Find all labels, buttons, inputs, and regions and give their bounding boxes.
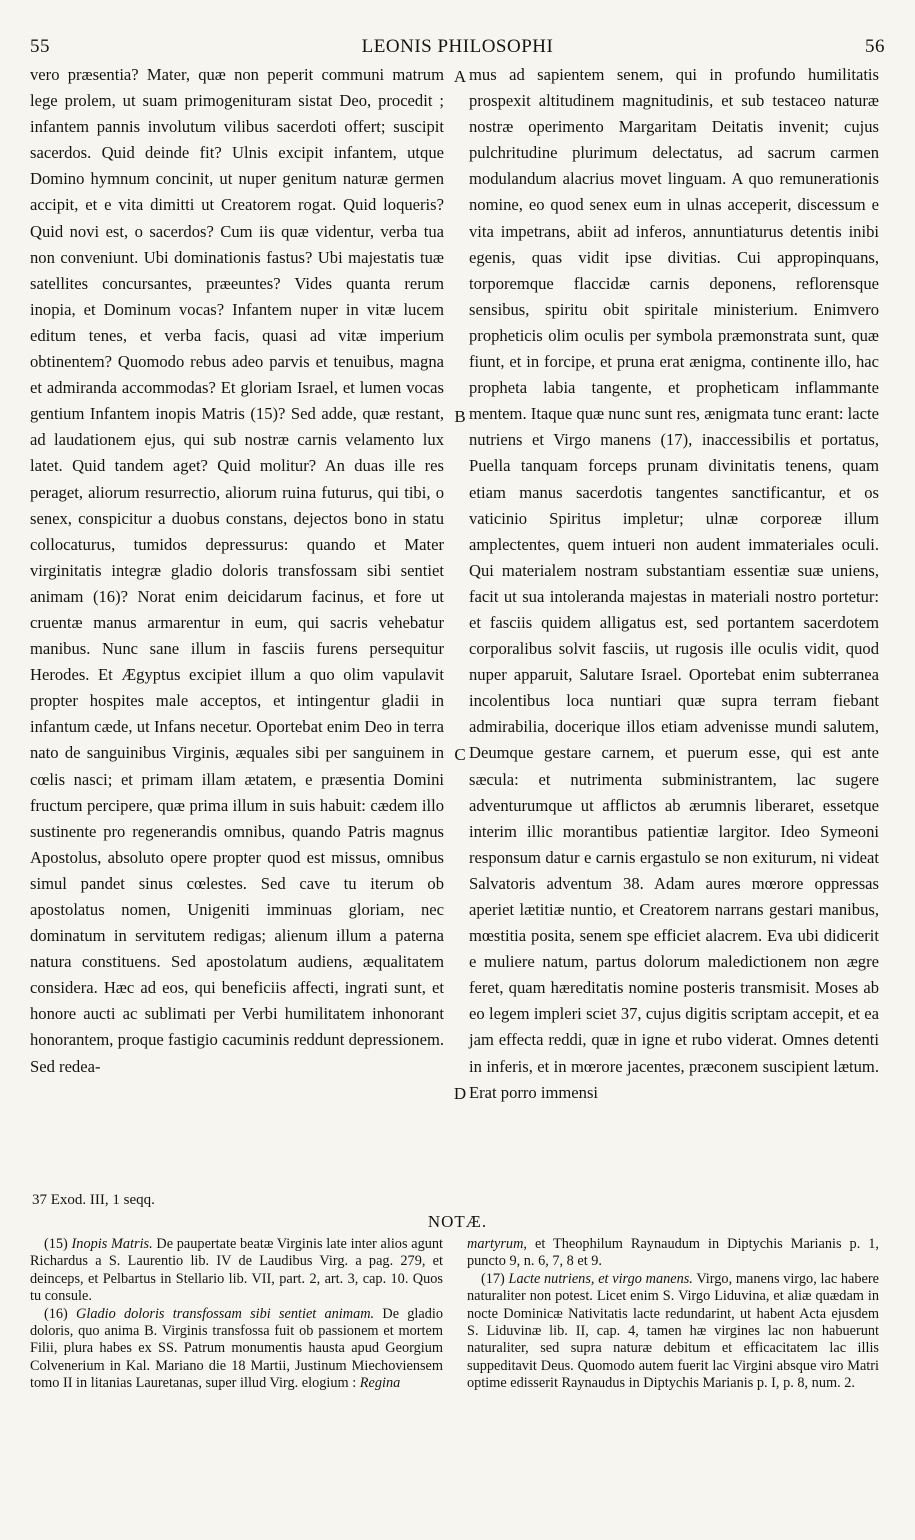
- note-16-continuation: [467, 1236, 879, 1271]
- note-17-lemma: Lacte nutriens, et virgo manens.: [508, 1270, 693, 1287]
- notes-title: NOTÆ.: [427, 1212, 488, 1231]
- margin-marker-c: C: [454, 745, 466, 764]
- margin-marker-b: B: [454, 407, 466, 426]
- left-column-text: vero præsentia? Mater, quæ non peperit communi matrum lege prolem, ut suam primogenituram sistat Deo, procedit ; infantem pannis involutum vilibus sacerdoti offert; suscipit sacerdos. Quid deinde fit? Ulnis excipit infantem, utque Domino hymnum concinit, ut nuper genitum naturæ germen accipit, et e vita dimitti ut Creatorem rogat. Quid loqueris? Quid novi est, o sacerdos? Cum iis quæ videntur, verba tua non conveniunt. Ubi dominationis fastus? Ubi majestatis tuæ satellites concursantes, præeuntes? Vides quanta rerum inopia, et Dominum vocas? Infantem nuper in vitæ lucem editum tenes, et verba facis, quasi ad vitæ imperium obtinentem? Quomodo rebus adeo parvis et tenuibus, magna et admiranda accommodas? Et gloriam Israel, et lumen vocas gentium Infantem inopis Matris (15)? Sed adde, quæ restant, ad laudationem ejus, qui sub nostræ carnis velamento lux latet. Quid tandem aget? Quid molitur? An duas ille res peraget, aliorum resurrectio, aliorum ruina futurus, qui tibi, o senex, conspicitur a duobus constans, dejectos bono in statu collocaturus, tumidos depressurus: quando et Mater virginitatis integræ gladio doloris transfossam sibi sentiet animam (16)? Norat enim deicidarum facinus, et fore ut cruentæ manus armarentur in eum, qui sacris vehebatur manibus. Nunc sane illum in fasciis furens persequitur Herodes. Et Ægyptus excipiet illum a quo olim vapulavit propter hospites male acceptos, et intingentur gladii in infantum cæde, ut Infans necetur. Oportebat enim Deo in terra nato de sanguinibus Virginis, æquales sibi per sanguinem in cœlis nasci; et primam illam ætatem, e præsentia Domini fructum percipere, quæ prima illum in suis habuit: cædem illo sustinente pro regenerandis omnibus, quando Patris magnus Apostolus, absoluto opere propter quod est missus, omnibus simul pandet sinus cœlestes. Sed cave tu iterum ob apostolatus nomen, Unigeniti imminuas gloriam, nec dominatum in servitutem redigas; alienum illum a paterna natura constituens. Sed apostolatum audiens, æqualitatem considera. Hæc ad eos, qui beneficiis affecti, ingrati sunt, et honore aucti ac sublimati per Verbi humilitatem inhonorant honorantem, proque fastigio cacuminis reddunt depressionem. Sed redea-: [30, 65, 444, 1076]
- note-15-lemma: Inopis Matris.: [71, 1236, 153, 1252]
- note-16-cont-italic: martyrum: [467, 1236, 524, 1252]
- page-number-right: 56: [865, 36, 885, 57]
- margin-marker-d: D: [453, 1084, 467, 1103]
- note-17-body: Virgo, manens virgo, lac habere naturaliter non potest. Licet enim S. Virgo Liduvina, et aliæ quædam in nocte Dominicæ Nativitatis lacte redundarint, ut habent Acta ejusdem S. Liduvinæ lib. II, cap. 4, tamen hæ virgines lac non habuerunt naturaliter, sed supra naturæ debitum et efficacitatem lac illis suppeditavit Deus. Quomodo autem fuerit lac Virgini absque viro Matri optime edisserit Raynaudus in Diptychis Marianis p. I, p. 8, num. 2.: [467, 1270, 879, 1392]
- note-16-tail: Regina: [359, 1375, 401, 1392]
- page-number-left: 55: [30, 36, 50, 57]
- right-column: [469, 62, 879, 1106]
- note-15-number: (15): [44, 1236, 72, 1252]
- margin-marker-a: A: [453, 67, 467, 86]
- running-title: LEONIS PHILOSOPHI: [361, 36, 554, 57]
- note-16-body: De gladio doloris, quo anima B. Virginis transfossa fuit ob passionem et mortem Filii, plura habes ex SS. Patrum monumentis hausta apud Georgium Colvenerium in Kal. Mariano die 18 Martii, Justinum Miechoviensem tomo II in litanias Lauretanas, super illud Virg. elogium :: [30, 1305, 443, 1392]
- right-column-text: mus ad sapientem senem, qui in profundo humilitatis prospexit altitudinem magnitudinis, et sub testaceo naturæ nostræ operimento Margaritam Deitatis invenit; cujus pulchritudine plurimum delectatus, ad sacrum carmen modulandum alacrius movet linguam. A quo remunerationis nomine, eo quod senex eum in ulnas acceperit, discessum e vita impetrans, abiit ad inferos, annuntiaturus detentis inibi egenis, quas vidit ipse divitias. Cui appropinquans, torporemque flaccidæ carnis deponens, reflorensque sensibus, spiritu obit spiritale ministerium. Enimvero propheticis olim oculis per symbola præmonstrata sunt, quæ fiunt, et in forcipe, et pruna erat ænigma, continente illo, hac propheta labia tangente, et propheticam inflammante mentem. Itaque quæ nunc sunt res, ænigmata tunc erant: lacte nutriens et Virgo manens (17), inaccessibilis et portatus, Puella tanquam forceps prunam divinitatis tenens, quam etiam manus sacerdotis tangentes sanctificantur, et os vaticinio Spiritus impletur; ulnæ corporeæ illum amplectentes, quem intueri non audent immateriales oculi. Qui materialem nostram substantiam essentiæ suæ uniens, facit ut sua intoleranda majestas in materiali nostro portetur: et fasciis quidem alligatus est, sed portantem sacerdotem corporalibus solvit fasciis, ut rugosis ille oculis vidit, quod nuper apparuit, Salutare Israel. Oportebat enim subterranea incolentibus loca nuntiari quæ supra terram fiebant admirabilia, docerique illos etiam advenisse mundi salutem, Deumque gestare carnem, et puerum esse, qui est ante sæcula: et nutrimenta subministrantem, lac sugere adventurumque ut afflictos ab ærumnis liberaret, essetque interim illic morantibus patientiæ largitor. Ideo Symeoni responsum datur e carnis ergastulo se non exiturum, ni videat Salvatoris adventum 38. Adam aures mœrore oppressas aperiet lætitiæ nuntio, et Creatorem narrans gestari manibus, mœstitia posita, senem spe efficiet alacrem. Eva ubi didicerit e muliere natum, partus dolorum maledictionem non ægre feret, quam hæreditatis nomine posteris transmisit. Moses ab eo legem impleri sciet 37, cujus digitis scriptam accepit, et ea jam effecta reddi, quæ in igne et rubo viderat. Omnes detenti in inferis, et in mœrore jacentes, præconem suscipient lætum. Erat porro immensi: [469, 65, 879, 1102]
- note-17-number: (17): [481, 1270, 509, 1287]
- notes-left-column: [30, 1236, 443, 1393]
- footnote-reference: 37 Exod. III, 1 seqq.: [32, 1192, 155, 1208]
- note-15: [30, 1236, 443, 1306]
- note-16-cont-body: , et Theophilum Raynaudum in Diptychis Marianis p. 1, puncto 9, n. 6, 7, 8 et 9.: [467, 1236, 879, 1270]
- note-15-body: De paupertate beatæ Virginis late inter alios agunt Richardus a S. Laurentio lib. IV de Laudibus Virg. a pag. 279, et deinceps, et Pelbartus in Stellario lib. VII, part. 2, art. 3, cap. 10. Quos tu consule.: [30, 1236, 443, 1305]
- note-16-number: (16): [44, 1305, 77, 1322]
- note-16-lemma: Gladio doloris transfossam sibi sentiet animam.: [76, 1305, 375, 1322]
- note-16: [30, 1306, 443, 1393]
- note-17: [467, 1271, 879, 1393]
- left-column: [30, 62, 444, 1080]
- page-header: [30, 36, 885, 62]
- notes-right-column: [467, 1236, 879, 1393]
